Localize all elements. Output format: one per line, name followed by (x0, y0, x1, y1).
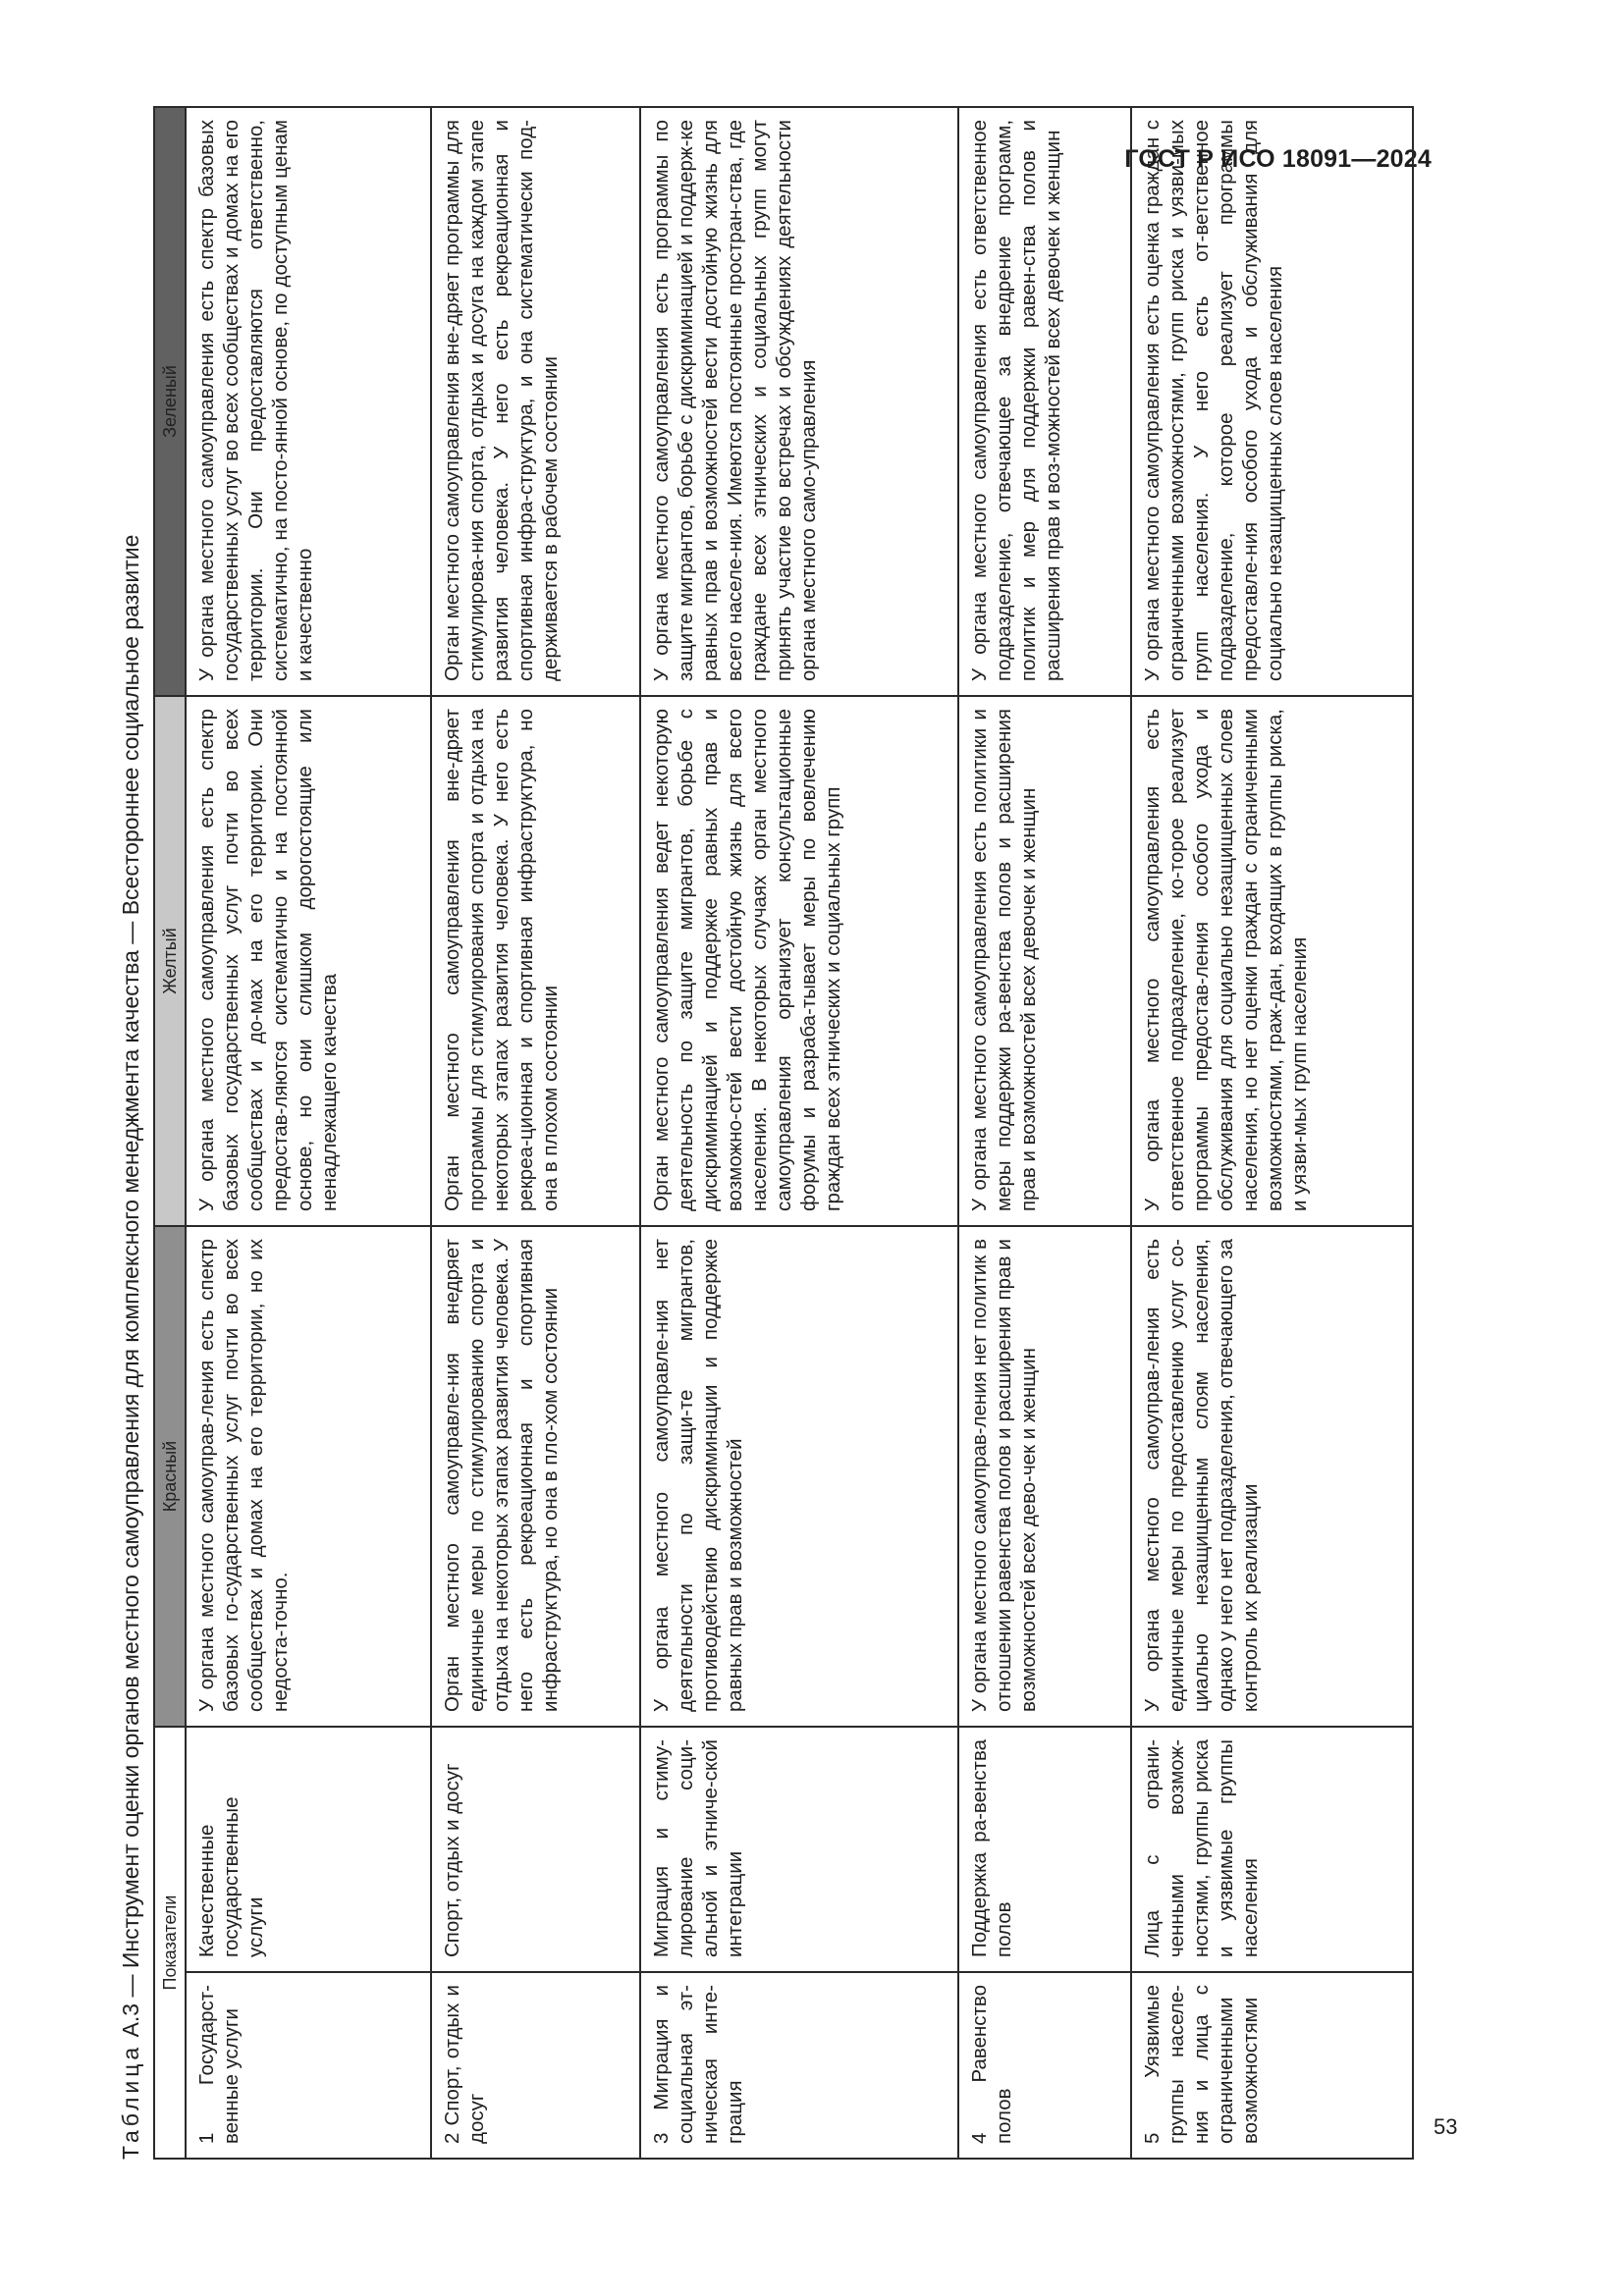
indicator-cell: Поддержка ра-венства полов (958, 1727, 1131, 1972)
area-cell: 5 Уязвимые группы населе-ния и лица с ограниченными возможностями (1131, 1972, 1413, 2159)
green-cell: Орган местного самоуправления вне-дряет программы для стимулирова-ния спорта, отдыха и досуга на каждом этапе развития человека. У него есть рекреационная и спортивная инфра-структура, и она систематически под-держивается в рабочем состоянии (431, 107, 640, 696)
area-cell: 2 Спорт, отдых и досуг (431, 1972, 640, 2159)
red-cell: У органа местного самоуправ-ления есть единичные меры по предоставлению услуг со-циально незащищенным слоям населения, однако у него нет подразделения, отвечающего за контроль их реализации (1131, 1226, 1413, 1727)
table-row (640, 107, 958, 2159)
yellow-cell: Орган местного самоуправления вне-дряет программы для стимулирования спорта и отдыха на некоторых этапах развития человека. У него есть рекреа-ционная и спортивная инфраструктура, но она в плохом состоянии (431, 696, 640, 1226)
red-cell: У органа местного самоуправ-ления есть спектр базовых го-сударственных услуг почти во всех сообществах и домах на его территории, но их недоста-точно. (186, 1226, 431, 1727)
area-cell: 3 Миграция и социальная эт-ническая инте-грация (640, 1972, 958, 2159)
green-cell: У органа местного самоуправления есть оценка граждан с ограниченными возможностями, групп риска и уязви-мых групп населения. У него есть от-ветственное подразделение, которое реализует программы предоставле-ния особого ухода и обслуживания для социально незащищенных слоев населения (1131, 107, 1413, 696)
caption-prefix: Таблица (118, 2043, 143, 2160)
table-row (1131, 107, 1413, 2159)
area-cell: 4 Равенство полов (958, 1972, 1131, 2159)
table-row (186, 107, 431, 2159)
indicator-cell: Спорт, отдых и досуг (431, 1727, 640, 1972)
rotated-table-area (118, 108, 1414, 2160)
table-row (958, 107, 1131, 2159)
table-caption (118, 535, 143, 2160)
header-indicators: Показатели (154, 1727, 186, 2159)
red-cell: У органа местного самоуправле-ния нет деятельности по защи-те мигрантов, противодействию дискриминации и поддержке равных прав и возможностей (640, 1226, 958, 1727)
indicator-cell: Миграция и стиму-лирование соци-альной и этниче-ской интеграции (640, 1727, 958, 1972)
indicator-cell: Лица с ограни-ченными возмож-ностями, группы риска и уязвимые группы населения (1131, 1727, 1413, 1972)
area-cell: 1 Государст-венные услуги (186, 1972, 431, 2159)
caption-text: А.3 — Инструмент оценки органов местного самоуправления для комплексного менеджмента качества — Всестороннее социальное развитие (118, 534, 143, 2044)
standard-designation: ГОСТ Р ИСО 18091—2024 (1124, 145, 1432, 173)
header-yellow: Желтый (154, 696, 186, 1226)
green-cell: У органа местного самоуправления есть ответственное подразделение, отвечающее за внедрение программ, политик и мер для поддержки равен-ства полов и расширения прав и воз-можностей всех девочек и женщин (958, 107, 1131, 696)
yellow-cell: Орган местного самоуправления ведет некоторую деятельность по защите мигрантов, борьбе с дискриминацией и поддержке равных прав и возможно-стей вести достойную жизнь для всего населения. В некоторых случаях орган местного самоуправления организует консультационные форумы и разраба-тывает меры по вовлечению граждан всех этнических и социальных групп (640, 696, 958, 1226)
page-number: 53 (1434, 2114, 1458, 2139)
header-row (154, 107, 186, 2159)
yellow-cell: У органа местного самоуправления есть политики и меры поддержки ра-венства полов и расширения прав и возможностей всех девочек и женщин (958, 696, 1131, 1226)
header-red: Красный (154, 1226, 186, 1727)
table-row (431, 107, 640, 2159)
red-cell: Орган местного самоуправле-ния внедряет единичные меры по стимулированию спорта и отдыха на некоторых этапах развития человека. У него есть рекреационная и спортивная инфраструктура, но она в пло-хом состоянии (431, 1226, 640, 1727)
header-green: Зеленый (154, 107, 186, 696)
indicator-cell: Качественные государственные услуги (186, 1727, 431, 1972)
green-cell: У органа местного самоуправления есть спектр базовых государственных услуг во всех сообществах и домах на его территории. Они предоставляются ответственно, систематично, на посто-янной основе, по доступным ценам и качественно (186, 107, 431, 696)
green-cell: У органа местного самоуправления есть программы по защите мигрантов, борьбе с дискриминацией и поддерж-ке равных прав и возможностей вести достойную жизнь для всего населе-ния. Имеются постоянные простран-ства, где граждане всех этнических и социальных групп могут принять участие во встречах и обсуждениях деятельности органа местного само-управления (640, 107, 958, 696)
red-cell: У органа местного самоуправ-ления нет политик в отношении равенства полов и расширения прав и возможностей всех дево-чек и женщин (958, 1226, 1131, 1727)
yellow-cell: У органа местного самоуправления есть ответственное подразделение, ко-торое реализует программы предостав-ления особого ухода и обслуживания для социально незащищенных слоев населения, но нет оценки граждан с ограниченными возможностями, граж-дан, входящих в группы риска, и уязви-мых групп населения (1131, 696, 1413, 1226)
assessment-table (153, 106, 1414, 2160)
yellow-cell: У органа местного самоуправления есть спектр базовых государственных услуг почти во всех сообществах и до-мах на его территории. Они предостав-ляются систематично и на постоянной основе, но они слишком дорогостоящие или ненадлежащего качества (186, 696, 431, 1226)
